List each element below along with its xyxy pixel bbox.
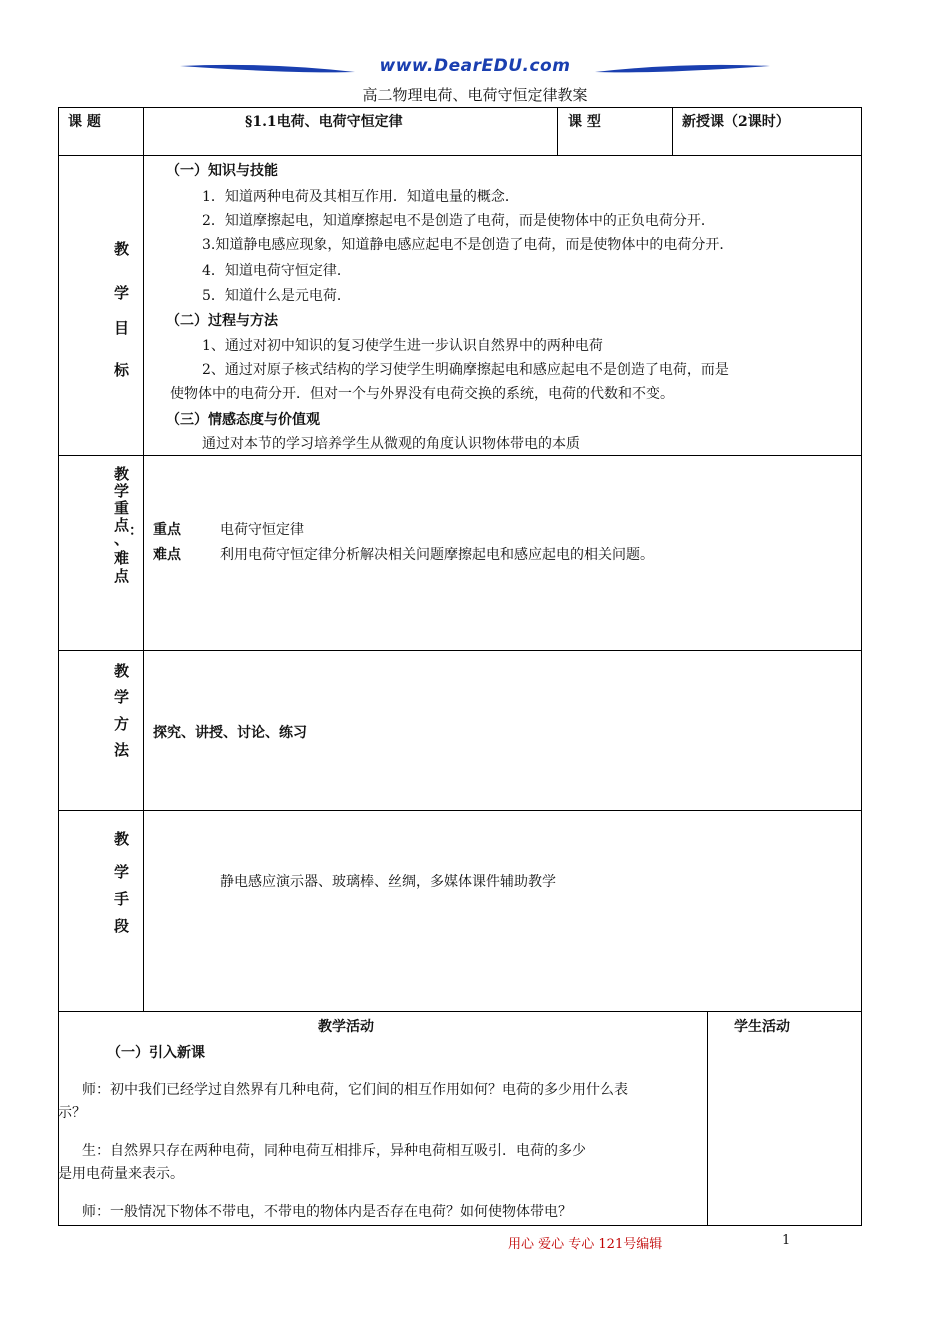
tools-label-char: 教 — [114, 830, 130, 848]
label-lesson-type: 课 型 — [568, 114, 601, 130]
key-point-text: 电荷守恒定律 — [220, 522, 304, 538]
methods-label-char: 教 — [114, 662, 130, 680]
teacher-activity-header: 教学活动 — [318, 1019, 374, 1035]
teaching-methods-text: 探究、讲授、讨论、练习 — [153, 725, 307, 741]
dialogue-line: 师：初中我们已经学过自然界有几种电荷，它们间的相互作用如何？电荷的多少用什么表 — [82, 1082, 628, 1098]
keypoints-label-char: 点 — [114, 567, 130, 585]
process-line: 使物体中的电荷分开．但对一个与外界没有电荷交换的系统，电荷的代数和不变。 — [170, 386, 674, 402]
key-point-label: 重点 — [153, 522, 181, 538]
lesson-type: 新授课（2课时） — [682, 114, 790, 130]
objective-item: 1．知道两种电荷及其相互作用．知道电量的概念． — [202, 189, 519, 205]
tools-label-char: 手 — [114, 890, 130, 908]
tools-label-char: 学 — [114, 863, 130, 881]
objectives-label-char: 学 — [114, 284, 130, 302]
methods-label-char: 方 — [114, 715, 130, 733]
document-title: 高二物理电荷、电荷守恒定律教案 — [362, 86, 588, 104]
keypoints-label-char: 重 — [114, 499, 130, 517]
dialogue-line: 生：自然界只存在两种电荷，同种电荷互相排斥，异种电荷相互吸引．电荷的多少 — [82, 1143, 586, 1159]
objectives-label-char: 教 — [114, 240, 130, 258]
methods-label-char: 法 — [114, 741, 130, 759]
logo-text: www.DearEDU.com — [379, 56, 571, 76]
footer-editor-note: 用心 爱心 专心 121号编辑 — [508, 1237, 663, 1252]
lesson-topic: §1.1电荷、电荷守恒定律 — [245, 114, 403, 130]
dialogue-line: 是用电荷量来表示。 — [58, 1166, 184, 1182]
page-number: 1 — [782, 1233, 791, 1248]
keypoints-label-char: 教 — [114, 465, 130, 483]
objectives-label-char: 标 — [114, 361, 130, 379]
objective-item: 2．知道摩擦起电，知道摩擦起电不是创造了电荷，而是使物体中的正负电荷分开． — [202, 213, 715, 229]
activity-section-title: （一）引入新课 — [107, 1045, 205, 1061]
methods-label-char: 学 — [114, 688, 130, 706]
keypoints-label-char: 、 — [114, 530, 130, 548]
difficulty-text: 利用电荷守恒定律分析解决相关问题摩擦起电和感应起电的相关问题。 — [220, 547, 654, 563]
keypoints-label-char: 难 — [114, 549, 130, 567]
objective-item: 3.知道静电感应现象，知道静电感应起电不是创造了电荷，而是使物体中的电荷分开． — [202, 237, 734, 253]
logo-banner — [175, 56, 775, 84]
keypoints-label-char: 学 — [114, 482, 130, 500]
objective-item: 5．知道什么是元电荷． — [202, 288, 351, 304]
label-topic: 课 题 — [68, 114, 101, 130]
attitude-line: 通过对本节的学习培养学生从微观的角度认识物体带电的本质 — [202, 436, 580, 452]
objective-item: 4．知道电荷守恒定律． — [202, 263, 351, 279]
dialogue-line: 示？ — [58, 1105, 86, 1121]
teaching-tools-text: 静电感应演示器、玻璃棒、丝绸，多媒体课件辅助教学 — [220, 874, 556, 890]
objectives-section-2-title: （二）过程与方法 — [166, 313, 278, 329]
keypoints-colon: ： — [129, 523, 143, 539]
objectives-section-3-title: （三）情感态度与价值观 — [166, 412, 320, 428]
tools-label-char: 段 — [114, 917, 130, 935]
process-line: 1、通过对初中知识的复习使学生进一步认识自然界中的两种电荷 — [202, 338, 603, 354]
process-line: 2、通过对原子核式结构的学习使学生明确摩擦起电和感应起电不是创造了电荷，而是 — [202, 362, 729, 378]
dialogue-line: 师：一般情况下物体不带电，不带电的物体内是否存在电荷？如何使物体带电？ — [82, 1204, 572, 1220]
objectives-section-1-title: （一）知识与技能 — [166, 163, 278, 179]
student-activity-header: 学生活动 — [734, 1019, 790, 1035]
difficulty-label: 难点 — [153, 547, 181, 563]
objectives-label-char: 目 — [114, 319, 130, 337]
keypoints-label-char: 点 — [114, 516, 130, 534]
